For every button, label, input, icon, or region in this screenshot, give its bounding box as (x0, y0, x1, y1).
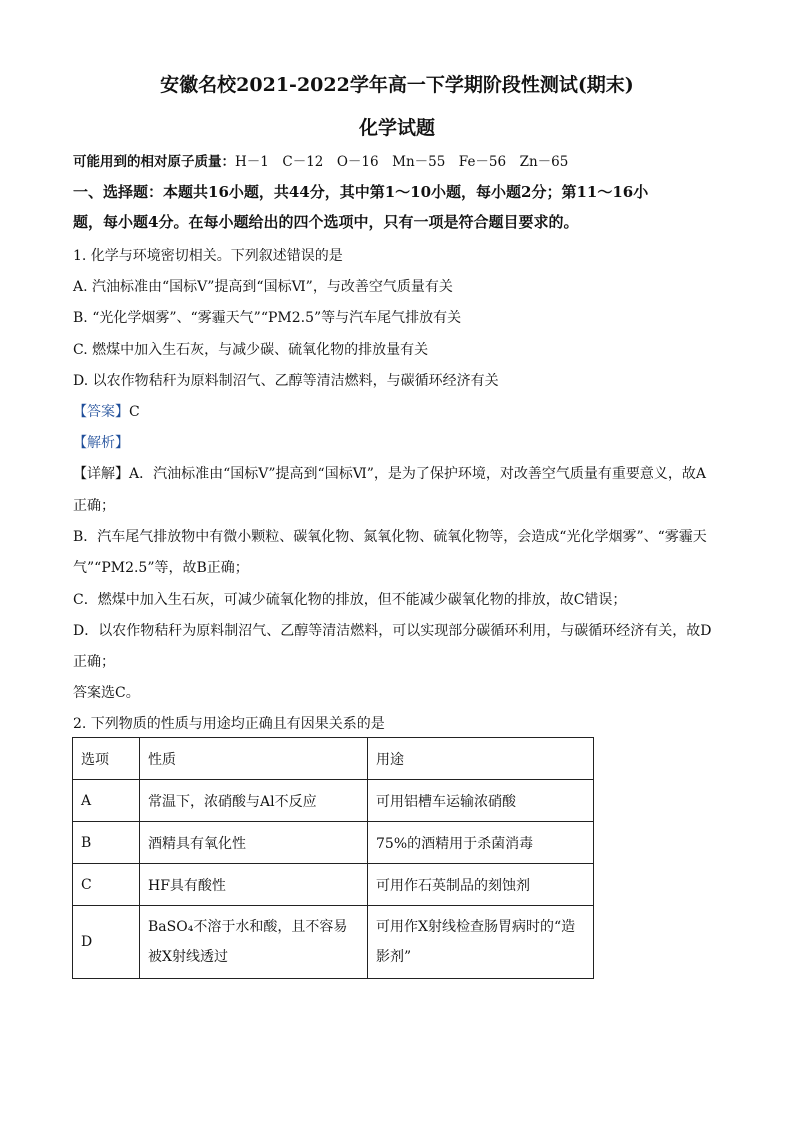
table-header-cell: 选项 (73, 738, 140, 780)
detail-line-6: D．以农作物秸秆为原料制沼气、乙醇等清洁燃料，可以实现部分碳循环利用，与碳循环经济有关，故D (73, 623, 712, 639)
table-row (73, 780, 594, 822)
atomic-mass-values: H－1 C－12 O－16 Mn－55 Fe－56 Zn－65 (235, 154, 569, 170)
table-cell: A (73, 780, 140, 822)
exam-title: 安徽名校2021-2022学年高一下学期阶段性测试(期末) (160, 74, 634, 96)
table-cell: 可用铝槽车运输浓硝酸 (368, 780, 594, 822)
q1-option-a: A. 汽油标准由“国标Ⅴ”提高到“国标Ⅵ”，与改善空气质量有关 (73, 279, 453, 295)
table-row (73, 906, 594, 979)
q2-options-table (72, 737, 594, 979)
answer-tag: 【答案】 (73, 404, 129, 420)
table-cell: 可用作X射线检查肠胃病时的“造影剂” (368, 906, 594, 979)
table-header-cell: 性质 (140, 738, 368, 780)
exam-subtitle: 化学试题 (358, 117, 435, 139)
q1-option-c: C. 燃煤中加入生石灰，与减少碳、硫氧化物的排放量有关 (73, 342, 429, 358)
table-cell: HF具有酸性 (140, 864, 368, 906)
table-cell: C (73, 864, 140, 906)
table-header-cell: 用途 (368, 738, 594, 780)
section-instructions-line2: 题，每小题4分。在每小题给出的四个选项中，只有一项是符合题目要求的。 (73, 213, 579, 231)
table-row (73, 864, 594, 906)
q1-option-d: D. 以农作物秸秆为原料制沼气、乙醇等清洁燃料，与碳循环经济有关 (73, 373, 499, 389)
detail-line-2: 正确； (73, 498, 115, 514)
atomic-mass-label: 可能用到的相对原子质量： (73, 154, 235, 170)
detail-line-1-text: A．汽油标准由“国标Ⅴ”提高到“国标Ⅵ”，是为了保护环境，对改善空气质量有重要意义，故A (129, 466, 707, 482)
atomic-mass-line (73, 150, 568, 170)
answer-value: C (129, 404, 140, 420)
q1-option-b: B. “光化学烟雾”、“雾霾天气”“PM2.5”等与汽车尾气排放有关 (73, 310, 462, 326)
table-cell: 酒精具有氧化性 (140, 822, 368, 864)
table-cell: 75%的酒精用于杀菌消毒 (368, 822, 594, 864)
section-instructions-line1: 一、选择题：本题共16小题，共44分，其中第1～10小题，每小题2分；第11～16小 (73, 183, 649, 201)
analysis-tag: 【解析】 (73, 435, 129, 451)
table-row (73, 822, 594, 864)
detail-line-3: B．汽车尾气排放物中有微小颗粒、碳氧化物、氮氧化物、硫氧化物等，会造成“光化学烟雾”、“雾霾天 (73, 529, 707, 545)
q1-answer (73, 401, 140, 421)
q1-stem: 1. 化学与环境密切相关。下列叙述错误的是 (73, 248, 343, 264)
detail-line-1 (73, 463, 706, 483)
table-header-row (73, 738, 594, 780)
table-cell: D (73, 906, 140, 979)
table-cell: 常温下，浓硝酸与Al不反应 (140, 780, 368, 822)
detail-line-8: 答案选C。 (73, 685, 140, 701)
table-cell: B (73, 822, 140, 864)
detail-line-4: 气”“PM2.5”等，故B正确； (73, 560, 249, 576)
table-cell: BaSO₄不溶于水和酸，且不容易被X射线透过 (140, 906, 368, 979)
table-cell: 可用作石英制品的刻蚀剂 (368, 864, 594, 906)
detail-line-5: C．燃煤中加入生石灰，可减少硫氧化物的排放，但不能减少碳氧化物的排放，故C错误； (73, 592, 627, 608)
q2-stem: 2. 下列物质的性质与用途均正确且有因果关系的是 (73, 716, 385, 732)
detail-line-7: 正确； (73, 654, 115, 670)
detail-tag: 【详解】 (73, 466, 129, 482)
